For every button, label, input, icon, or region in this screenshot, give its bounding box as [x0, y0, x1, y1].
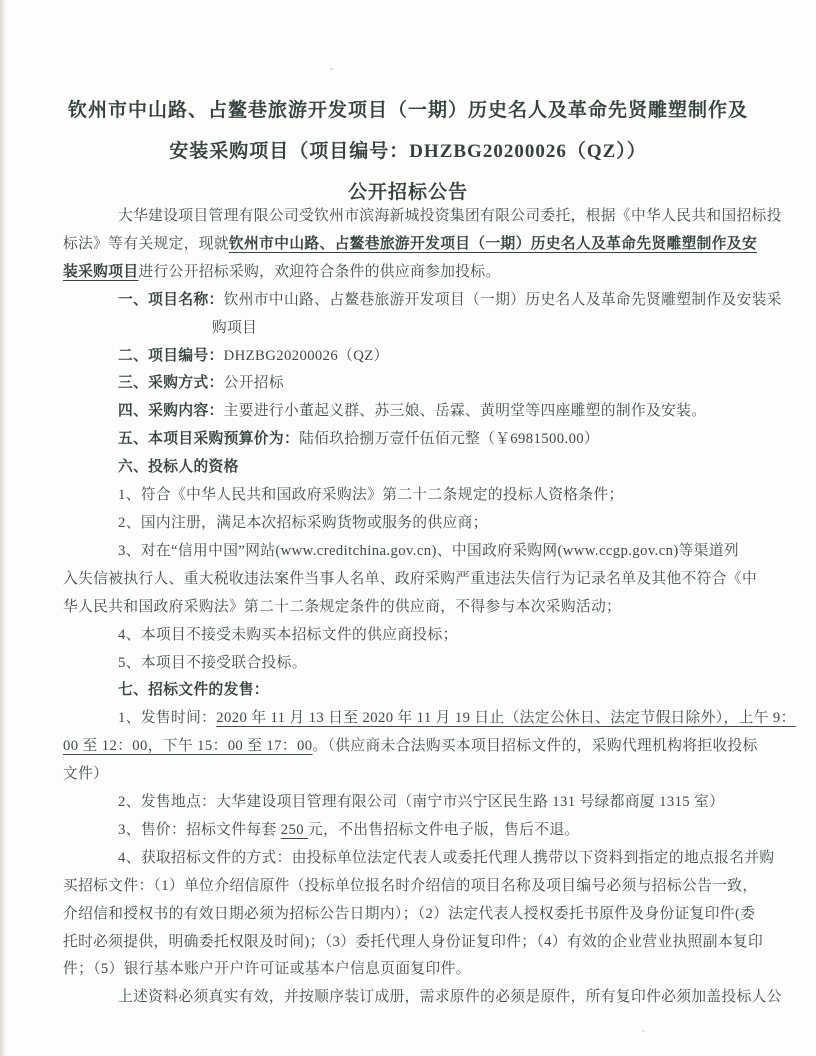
doc-line [63, 845, 775, 873]
doc-line [63, 901, 756, 929]
doc-text-segment: 4、本项目不接受未购买本招标文件的供应商投标； [118, 626, 458, 643]
scan-speck [642, 1030, 645, 1032]
doc-text-segment: 三、采购方式： [118, 375, 224, 392]
doc-line [63, 482, 753, 510]
document-body [63, 203, 796, 1012]
doc-line [63, 677, 753, 705]
doc-line [63, 594, 753, 622]
doc-line [63, 789, 753, 817]
doc-text-segment: 买招标文件：（1）单位介绍信原件（投标单位报名时介绍信的项目名称及项目编号必须与招标公告一致， [63, 877, 758, 894]
doc-text-segment: 5、本项目不接受联合投标。 [118, 654, 307, 671]
document-title [63, 0, 753, 213]
doc-text-segment: 购项目 [212, 319, 258, 336]
doc-text-segment: 元，不出售招标文件电子版，售后不退。 [308, 821, 580, 838]
doc-text-segment: 00 至 12：00，下午 15：00 至 17：00 [63, 738, 313, 755]
document-content [63, 0, 796, 1012]
doc-line [63, 231, 758, 259]
doc-text-segment: 四、采购内容： [118, 403, 224, 420]
doc-line [63, 315, 753, 343]
doc-text-segment: 五、本项目采购预算价为： [118, 431, 300, 448]
doc-line [63, 873, 758, 901]
doc-text-segment: 4、获取招标文件的方式：由投标单位法定代表人或委托代理人携带以下资料到指定的地点报名并购 [118, 849, 775, 866]
doc-text-segment: 件；（5）银行基本账户开户许可证或基本户信息页面复印件。 [63, 961, 471, 978]
doc-line [63, 984, 782, 1012]
doc-line [63, 370, 753, 398]
doc-text-segment: 3、售价：招标文件每套 [118, 821, 281, 838]
doc-text-segment: DHZBG20200026（QZ） [223, 347, 389, 364]
doc-text-segment: 2、国内注册，满足本次招标采购货物或服务的供应商； [118, 514, 488, 531]
doc-line [63, 566, 758, 594]
doc-text-segment: 250 [280, 821, 309, 838]
doc-text-segment: 钦州市中山路、占鳌巷旅游开发项目（一期）历史名人及革命先贤雕塑制作及安装采 [223, 291, 782, 308]
doc-text-segment: 进行公开招标采购，欢迎符合条件的供应商参加投标。 [138, 263, 501, 280]
doc-line [63, 622, 753, 650]
doc-line [63, 650, 753, 678]
doc-line [63, 343, 753, 371]
doc-text-segment: 二、项目编号： [118, 347, 224, 364]
doc-line [63, 454, 753, 482]
doc-text-segment: 陆佰玖拾捌万壹仟伍佰元整（￥6981500.00） [299, 431, 600, 448]
doc-text-segment: 钦州市中山路、占鳌巷旅游开发项目（一期）历史名人及革命先贤雕塑制作及安 [228, 235, 758, 252]
doc-text-segment: 大华建设项目管理有限公司受钦州市滨海新城投资集团有限公司委托，根据《中华人民共和国招标投 [118, 208, 782, 224]
title-line: 钦州市中山路、占鳌巷旅游开发项目（一期）历史名人及革命先贤雕塑制作及 [67, 100, 748, 121]
doc-line [63, 705, 796, 733]
doc-text-segment: 3、对在“信用中国”网站(www.creditchina.gov.cn)、中国政府采购网(www.ccgp.gov.cn)等渠道列 [118, 542, 739, 559]
doc-line [63, 929, 764, 957]
doc-text-segment: 装采购项目 [63, 263, 139, 280]
doc-text-segment: 华人民共和国政府采购法》第二十二条规定条件的供应商，不得参与本次采购活动； [63, 598, 622, 615]
doc-line [63, 538, 753, 566]
doc-text-segment: 。（供应商未合法购买本项目招标文件的，采购代理机构将拒收投标 [312, 738, 758, 755]
doc-text-segment: 2020 年 11 月 13 日至 2020 年 11 月 19 日止（法定公休日、法定节假日除外），上午 9： [216, 710, 796, 727]
doc-text-segment: 上述资料必须真实有效，并按顺序装订成册，需求原件的必须是原件，所有复印件必须加盖投标人公 [118, 989, 782, 1006]
doc-line [63, 733, 758, 761]
doc-line [63, 398, 753, 426]
title-line: 公开招标公告 [347, 182, 468, 203]
doc-line [63, 203, 782, 231]
doc-text-segment: 文件） [63, 766, 109, 783]
doc-line [63, 510, 753, 538]
doc-line [63, 287, 782, 315]
doc-text-segment: 一、项目名称： [118, 291, 224, 308]
scan-edge-shadow [0, 0, 7, 1056]
doc-text-segment: 1、符合《中华人民共和国政府采购法》第二十二条规定的投标人资格条件； [118, 487, 624, 504]
doc-text-segment: 介绍信和授权书的有效日期必须为招标公告日期内）；（2）法定代表人授权委托书原件及身份证复印件(委 [63, 905, 756, 922]
doc-text-segment: 六、投标人的资格 [118, 459, 239, 476]
doc-text-segment: 2、发售地点：大华建设项目管理有限公司（南宁市兴宁区民生路 131 号绿都商厦 1315 室） [118, 794, 725, 811]
doc-text-segment: 入失信被执行人、重大税收违法案件当事人名单、政府采购严重违法失信行为记录名单及其他不符合《中 [63, 570, 758, 587]
doc-line [63, 426, 753, 454]
doc-text-segment: 公开招标 [223, 375, 284, 392]
doc-line [63, 956, 753, 984]
doc-text-segment: 托时必须提供，明确委托权限及时间)；（3）委托代理人身份证复印件；（4）有效的企业营业执照副本复印 [63, 933, 764, 950]
doc-line [63, 259, 753, 287]
doc-text-segment: 主要进行小董起义群、苏三娘、岳霖、黄明堂等四座雕塑的制作及安装。 [223, 403, 707, 420]
doc-text-segment: 1、发售时间： [118, 710, 217, 727]
title-line: 安装采购项目（项目编号：DHZBG20200026（QZ）） [169, 141, 647, 162]
doc-line [63, 817, 753, 845]
doc-line [63, 761, 753, 789]
doc-text-segment: 标法》等有关规定，现就 [63, 235, 229, 252]
doc-text-segment: 七、招标文件的发售： [118, 682, 269, 699]
